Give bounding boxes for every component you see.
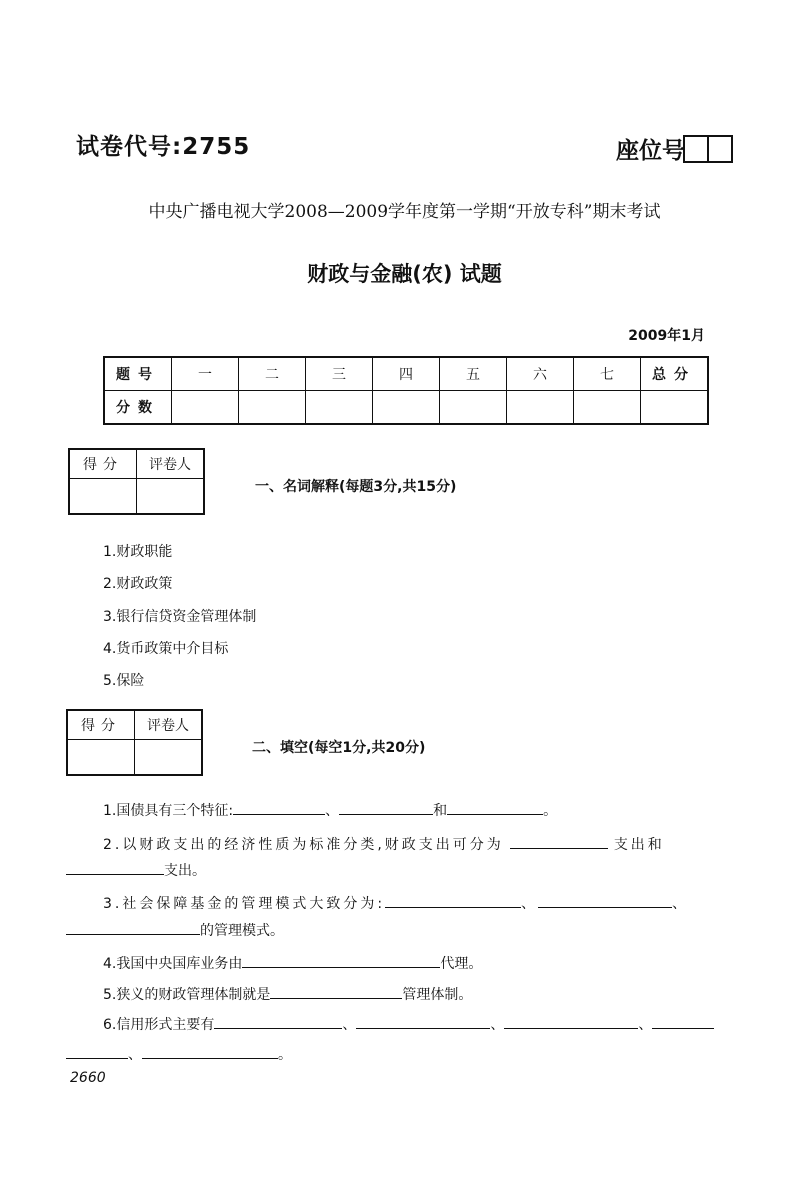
question-text: 1.国债具有三个特征:	[103, 803, 234, 819]
question-5	[103, 984, 472, 1004]
score-col-7: 七	[574, 357, 641, 391]
score-cell[interactable]	[641, 391, 709, 425]
grader-score-cell[interactable]	[67, 740, 135, 776]
question-text: 、	[521, 896, 539, 912]
exam-date: 2009年1月	[628, 328, 705, 344]
answer-blank[interactable]	[385, 893, 521, 908]
section2-title: 二、填空(每空1分,共20分)	[252, 740, 426, 756]
answer-blank[interactable]	[66, 920, 200, 935]
seat-label: 座位号	[616, 138, 685, 164]
seat-box-1	[683, 135, 709, 163]
question-text: 管理体制。	[402, 987, 473, 1003]
score-col-total: 总分	[641, 357, 709, 391]
score-table-header-row	[104, 357, 708, 391]
question-2	[103, 834, 665, 854]
question-text: 代理。	[440, 956, 483, 972]
answer-blank[interactable]	[339, 800, 433, 815]
answer-blank[interactable]	[66, 1044, 128, 1059]
term-item-5: 5.保险	[103, 673, 145, 689]
question-text: 、	[638, 1017, 653, 1033]
grader-table-1	[68, 448, 205, 515]
answer-blank[interactable]	[233, 800, 325, 815]
score-col-2: 二	[239, 357, 306, 391]
question-text: 的管理模式。	[200, 923, 284, 939]
question-text: 。	[278, 1047, 292, 1063]
school-line: 中央广播电视大学2008—2009学年度第一学期“开放专科”期末考试	[148, 202, 661, 222]
question-text: 、	[128, 1047, 142, 1063]
answer-blank[interactable]	[504, 1014, 638, 1029]
term-item-2: 2.财政政策	[103, 576, 173, 592]
term-item-4: 4.货币政策中介目标	[103, 641, 229, 657]
term-item-1: 1.财政职能	[103, 544, 173, 560]
question-text: 、	[490, 1017, 505, 1033]
score-cell[interactable]	[172, 391, 239, 425]
score-cell[interactable]	[239, 391, 306, 425]
question-text: 4.我国中央国库业务由	[103, 956, 243, 972]
score-col-3: 三	[306, 357, 373, 391]
grader-score-label: 得分	[67, 710, 135, 740]
question-3-cont	[66, 920, 284, 940]
question-text: 2.以财政支出的经济性质为标准分类,财政支出可分为	[103, 837, 504, 853]
answer-blank[interactable]	[510, 834, 608, 849]
section1-title: 一、名词解释(每题3分,共15分)	[255, 479, 457, 495]
score-cell[interactable]	[306, 391, 373, 425]
grader-name-label: 评卷人	[135, 710, 203, 740]
question-3	[103, 893, 689, 913]
question-text: 、	[342, 1017, 357, 1033]
score-col-5: 五	[440, 357, 507, 391]
score-table-value-row	[104, 391, 708, 425]
answer-blank[interactable]	[538, 893, 672, 908]
exam-title: 财政与金融(农) 试题	[307, 262, 502, 286]
score-row-header: 题号	[104, 357, 172, 391]
footer-page-code: 2660	[70, 1070, 106, 1086]
term-item-3: 3.银行信贷资金管理体制	[103, 609, 257, 625]
answer-blank[interactable]	[214, 1014, 342, 1029]
score-cell[interactable]	[507, 391, 574, 425]
grader-score-cell[interactable]	[69, 479, 137, 515]
score-col-1: 一	[172, 357, 239, 391]
grader-name-cell[interactable]	[135, 740, 203, 776]
question-text: 5.狭义的财政管理体制就是	[103, 987, 271, 1003]
answer-blank[interactable]	[652, 1014, 714, 1029]
grader-name-cell[interactable]	[137, 479, 205, 515]
question-6-cont	[66, 1044, 292, 1064]
grader-name-label: 评卷人	[137, 449, 205, 479]
answer-blank[interactable]	[242, 953, 440, 968]
seat-box-2	[707, 135, 733, 163]
question-6	[103, 1014, 714, 1034]
score-col-6: 六	[507, 357, 574, 391]
answer-blank[interactable]	[447, 800, 543, 815]
seat-number	[616, 132, 733, 165]
answer-blank[interactable]	[66, 860, 164, 875]
question-text: 支出和	[613, 837, 665, 853]
question-text: 3.社会保障基金的管理模式大致分为:	[103, 896, 386, 912]
score-table	[103, 356, 709, 425]
score-value-header: 分数	[104, 391, 172, 425]
score-cell[interactable]	[574, 391, 641, 425]
paper-code: 试卷代号:2755	[76, 134, 251, 160]
question-text: 6.信用形式主要有	[103, 1017, 215, 1033]
grader-score-label: 得分	[69, 449, 137, 479]
question-4	[103, 953, 482, 973]
question-text: 和	[433, 803, 448, 819]
answer-blank[interactable]	[270, 984, 402, 999]
question-text: 。	[543, 803, 558, 819]
grader-table-2	[66, 709, 203, 776]
question-2-cont	[66, 860, 206, 880]
question-text: 、	[325, 803, 340, 819]
answer-blank[interactable]	[356, 1014, 490, 1029]
score-cell[interactable]	[440, 391, 507, 425]
question-1	[103, 800, 557, 820]
question-text: 、	[672, 896, 690, 912]
answer-blank[interactable]	[142, 1044, 278, 1059]
question-text: 支出。	[164, 863, 206, 879]
score-cell[interactable]	[373, 391, 440, 425]
score-col-4: 四	[373, 357, 440, 391]
